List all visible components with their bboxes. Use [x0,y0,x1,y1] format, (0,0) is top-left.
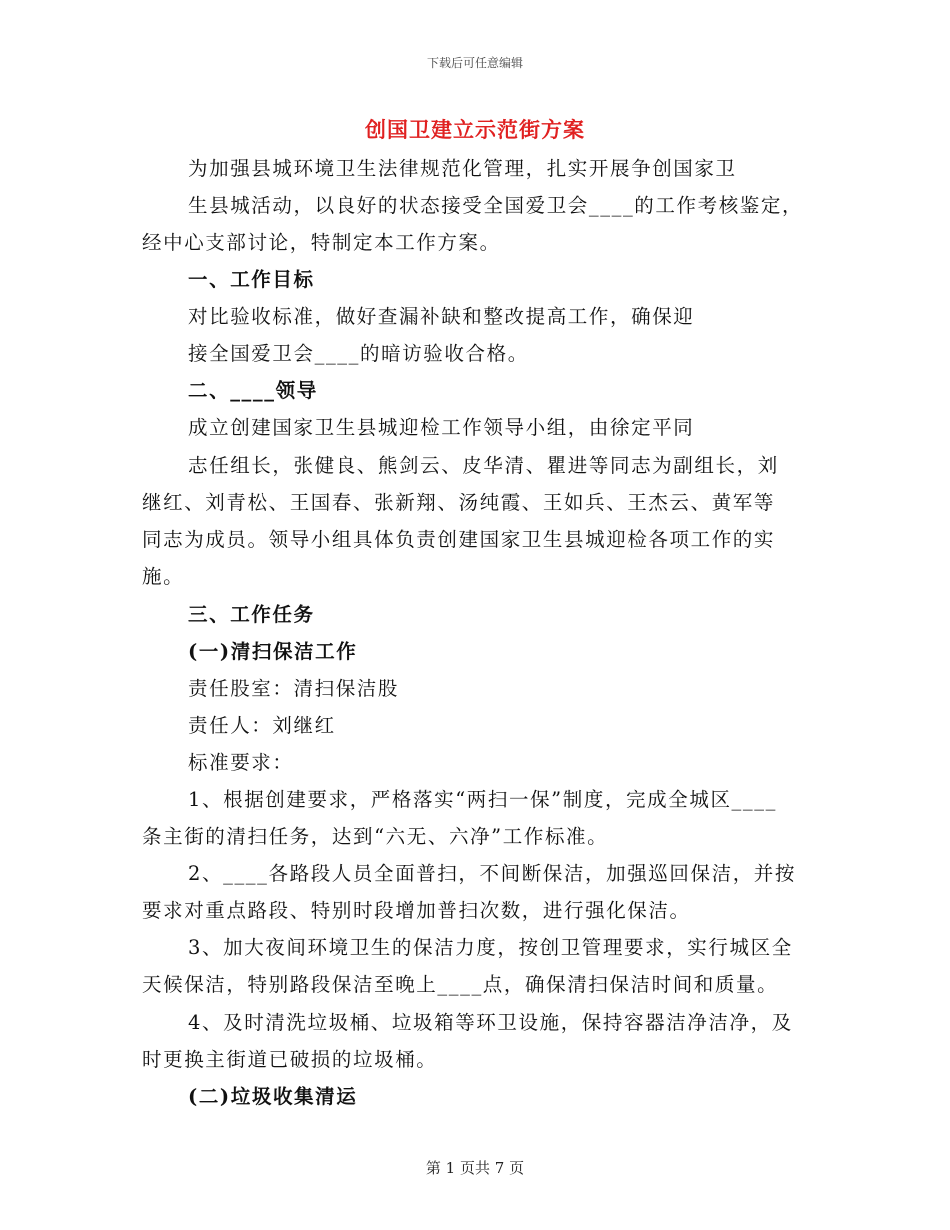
paragraph-line: 接全国爱卫会____的暗访验收合格。 [188,342,529,365]
paragraph-line: 对比验收标准，做好查漏补缺和整改提高工作，确保迎 [188,305,695,328]
subsection-heading: (一)清扫保洁工作 [188,640,358,663]
paragraph-line: 生县城活动，以良好的状态接受全国爱卫会____的工作考核鉴定， [188,194,804,217]
list-item-line: 2、____各路段人员全面普扫，不间断保洁，加强巡回保洁，并按 [188,862,797,885]
list-item-line: 条主街的清扫任务，达到“六无、六净”工作标准。 [142,825,609,848]
list-item-line: 要求对重点路段、特别时段增加普扫次数，进行强化保洁。 [142,899,691,922]
page-header: 下载后可任意编辑 [426,56,523,70]
paragraph-line: 责任人：刘继红 [188,714,336,737]
page-footer: 第 1 页共 7 页 [425,1159,525,1177]
paragraph-line: 施。 [142,565,185,588]
list-item-line: 3、加大夜间环境卫生的保洁力度，按创卫管理要求，实行城区全 [188,936,793,959]
list-item-line: 时更换主街道已破损的垃圾桶。 [142,1048,438,1071]
paragraph-line: 继红、刘青松、王国春、张新翔、汤纯霞、王如兵、王杰云、黄军等 [142,491,776,514]
subsection-heading: (二)垃圾收集清运 [188,1085,358,1108]
paragraph-line: 志任组长，张健良、熊剑云、皮华清、瞿进等同志为副组长，刘 [188,454,779,477]
section-heading: 一、工作目标 [188,268,315,291]
paragraph-line: 成立创建国家卫生县城迎检工作领导小组，由徐定平同 [188,416,695,439]
list-item-line: 4、及时清洗垃圾桶、垃圾箱等环卫设施，保持容器洁净洁净，及 [188,1011,793,1034]
paragraph-line: 为加强县城环境卫生法律规范化管理，扎实开展争创国家卫 [188,157,737,180]
section-heading: 二、____领导 [188,379,318,402]
list-item-line: 天候保洁，特别路段保洁至晚上____点，确保清扫保洁时间和质量。 [142,973,779,996]
paragraph-line: 同志为成员。领导小组具体负责创建国家卫生县城迎检各项工作的实 [142,528,776,551]
document-title: 创国卫建立示范街方案 [365,117,585,142]
section-heading: 三、工作任务 [188,603,315,626]
paragraph-line: 经中心支部讨论，特制定本工作方案。 [142,231,501,254]
paragraph-line: 责任股室：清扫保洁股 [188,677,400,700]
list-item-line: 1、根据创建要求，严格落实“两扫一保”制度，完成全城区____ [188,788,777,811]
paragraph-line: 标准要求： [188,751,294,774]
